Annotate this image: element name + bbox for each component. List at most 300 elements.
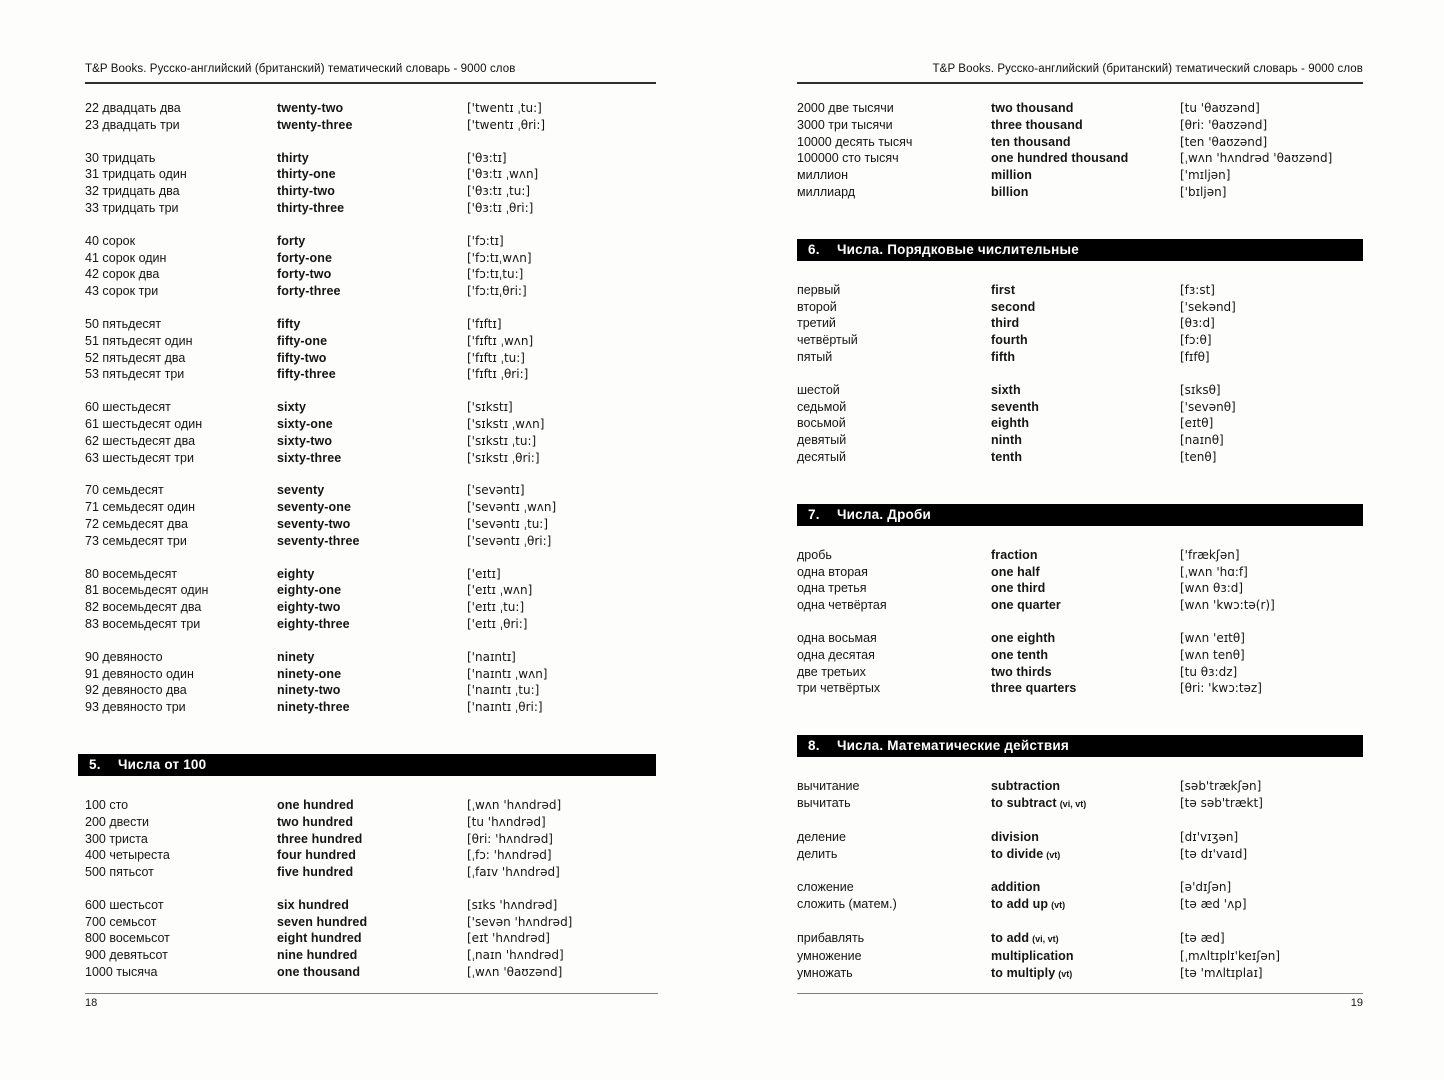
entry-row xyxy=(797,597,1363,614)
entry-russian: 32 тридцать два xyxy=(85,184,180,199)
entry-row xyxy=(797,564,1363,581)
entry-row xyxy=(85,566,656,583)
entry-transcription: [ˌwʌn 'θaʊzənd] xyxy=(467,965,563,980)
entry-row xyxy=(85,516,656,533)
entry-english: ninety xyxy=(277,649,315,664)
entry-row xyxy=(85,699,656,716)
entry-russian: первый xyxy=(797,282,841,297)
entry-group xyxy=(85,316,656,383)
entry-transcription: ['fɔ:tɪˌwʌn] xyxy=(467,250,532,265)
entry-row xyxy=(797,167,1363,184)
entry-russian: одна третья xyxy=(797,581,867,596)
entry-row xyxy=(797,349,1363,366)
entry-english: thirty-one xyxy=(277,167,336,182)
entry-russian: десятый xyxy=(797,449,846,464)
entry-english: fifty xyxy=(277,316,301,331)
entry-transcription: [tə æd 'ʌp] xyxy=(1180,897,1247,912)
entry-russian: 300 триста xyxy=(85,831,148,846)
entry-english: eighty-two xyxy=(277,600,341,615)
page-right-content xyxy=(797,84,1363,982)
entry-english: ten thousand xyxy=(991,134,1071,149)
entry-russian: 81 восемьдесят один xyxy=(85,583,209,598)
entry-russian: 93 девяносто три xyxy=(85,700,186,715)
entry-row xyxy=(85,283,656,300)
entry-row xyxy=(85,433,656,450)
entry-row xyxy=(797,432,1363,449)
entry-row xyxy=(797,965,1363,983)
entry-row xyxy=(85,682,656,699)
entry-group xyxy=(85,399,656,466)
entry-group xyxy=(85,100,656,134)
grammar-note: (vt) xyxy=(1058,968,1073,979)
entry-russian: 900 девятьсот xyxy=(85,948,168,963)
section-header xyxy=(797,504,1363,526)
entry-transcription: ['sɪkstɪ ˌtu:] xyxy=(467,433,537,448)
entry-english: forty-two xyxy=(277,267,332,282)
entry-russian: вычитание xyxy=(797,779,860,794)
entry-russian: 60 шестьдесят xyxy=(85,400,171,415)
entry-russian: третий xyxy=(797,316,836,331)
entry-english: forty xyxy=(277,233,306,248)
entry-group xyxy=(797,829,1363,864)
entry-transcription: ['eɪtɪ] xyxy=(467,566,501,581)
entry-row xyxy=(85,233,656,250)
entry-group xyxy=(797,778,1363,813)
entry-english: addition xyxy=(991,880,1041,895)
entry-russian: 23 двадцать три xyxy=(85,117,180,132)
entry-russian: делить xyxy=(797,846,838,861)
entry-english: sixty-two xyxy=(277,433,333,448)
section-number: 5. xyxy=(89,756,101,772)
entry-russian: прибавлять xyxy=(797,930,865,945)
entry-row xyxy=(797,134,1363,151)
entry-transcription: [sɪksθ] xyxy=(1180,382,1221,397)
entry-russian: две третьих xyxy=(797,664,866,679)
entry-transcription: ['sevəntɪ ˌwʌn] xyxy=(467,500,557,515)
section-header xyxy=(797,735,1363,757)
entry-transcription: ['fɪftɪ ˌwʌn] xyxy=(467,333,534,348)
entry-row xyxy=(797,948,1363,965)
entry-transcription: [ˌmʌltɪplɪ'keɪʃən] xyxy=(1180,948,1281,963)
entry-row xyxy=(797,100,1363,117)
entry-row xyxy=(797,382,1363,399)
entry-russian: 800 восемьсот xyxy=(85,931,170,946)
entry-russian: 42 сорок два xyxy=(85,267,160,282)
entry-transcription: ['sevən 'hʌndrəd] xyxy=(467,914,573,929)
section-number: 6. xyxy=(808,241,820,257)
entry-russian: 10000 десять тысяч xyxy=(797,134,913,149)
entry-transcription: ['eɪtɪ ˌwʌn] xyxy=(467,583,533,598)
entry-english: forty-three xyxy=(277,284,341,299)
entry-group xyxy=(797,630,1363,697)
entry-russian: 41 сорок один xyxy=(85,250,167,265)
entry-group xyxy=(85,233,656,300)
entry-transcription: ['sɪkstɪ] xyxy=(467,400,513,415)
entry-english: sixty xyxy=(277,400,306,415)
entry-english: seven hundred xyxy=(277,914,368,929)
entry-russian: седьмой xyxy=(797,399,847,414)
entry-english: twenty-three xyxy=(277,117,353,132)
entry-row xyxy=(85,914,656,931)
entry-english: first xyxy=(991,282,1016,297)
entry-transcription: [ˌfɔ: 'hʌndrəd] xyxy=(467,848,552,863)
entry-english: to divide (vt) xyxy=(991,846,1061,861)
entry-row xyxy=(797,664,1363,681)
entry-russian: 71 семьдесят один xyxy=(85,500,196,515)
entry-transcription: [ˌfaɪv 'hʌndrəd] xyxy=(467,865,560,880)
entry-transcription: [θri: 'kwɔ:təz] xyxy=(1180,681,1262,696)
entry-russian: умножать xyxy=(797,965,853,980)
entry-group xyxy=(797,282,1363,366)
entry-row xyxy=(797,399,1363,416)
entry-row xyxy=(797,829,1363,846)
entry-russian: 33 тридцать три xyxy=(85,200,179,215)
entry-row xyxy=(85,582,656,599)
entry-row xyxy=(797,879,1363,896)
entry-english: fifty-three xyxy=(277,367,336,382)
entry-russian: 83 восемьдесят три xyxy=(85,616,201,631)
entry-russian: пятый xyxy=(797,349,833,364)
entry-group xyxy=(797,100,1363,201)
entry-english: two thirds xyxy=(991,664,1052,679)
entry-russian: 70 семьдесят xyxy=(85,483,164,498)
entry-transcription: [fɪfθ] xyxy=(1180,349,1210,364)
entry-english: one third xyxy=(991,581,1046,596)
entry-transcription: ['sekənd] xyxy=(1180,299,1236,314)
entry-english: one hundred xyxy=(277,797,354,812)
entry-row xyxy=(85,930,656,947)
entry-russian: восьмой xyxy=(797,416,846,431)
entry-russian: сложение xyxy=(797,880,854,895)
entry-russian: 22 двадцать два xyxy=(85,101,181,115)
entry-russian: сложить (матем.) xyxy=(797,897,897,912)
grammar-note: (vt) xyxy=(1051,900,1066,911)
entry-russian: 200 двести xyxy=(85,814,150,829)
entry-russian: 82 восемьдесят два xyxy=(85,600,202,615)
entry-transcription: [sɪks 'hʌndrəd] xyxy=(467,897,558,912)
entry-transcription: ['bɪljən] xyxy=(1180,184,1227,199)
section-header xyxy=(797,239,1363,261)
page-footer-left xyxy=(85,993,658,1009)
entry-transcription: [θri: 'hʌndrəd] xyxy=(467,831,553,846)
entry-row xyxy=(85,117,656,134)
page-footer-right xyxy=(797,993,1363,1009)
section-number: 8. xyxy=(808,738,820,754)
entry-russian: шестой xyxy=(797,382,840,397)
entry-transcription: [tenθ] xyxy=(1180,449,1217,464)
entry-english: thirty-two xyxy=(277,184,335,199)
entry-row xyxy=(85,797,656,814)
entry-english: to subtract (vi, vt) xyxy=(991,795,1087,810)
entry-row xyxy=(85,499,656,516)
entry-english: fifty-two xyxy=(277,350,327,365)
entry-transcription: [fɔ:θ] xyxy=(1180,333,1212,348)
entry-english: million xyxy=(991,168,1032,183)
entry-english: two thousand xyxy=(991,101,1074,115)
entry-transcription: ['eɪtɪ ˌtu:] xyxy=(467,600,525,615)
entry-english: two hundred xyxy=(277,814,354,829)
entry-transcription: [tə æd] xyxy=(1180,930,1225,945)
entry-transcription: [tu 'hʌndrəd] xyxy=(467,814,546,829)
entry-row xyxy=(85,533,656,550)
entry-transcription: [wʌn θɜ:d] xyxy=(1180,581,1244,596)
entry-english: thirty-three xyxy=(277,200,345,215)
entry-russian: 62 шестьдесят два xyxy=(85,433,196,448)
running-head: T&P Books. Русско-английский (британский) тематический словарь - 9000 слов xyxy=(797,62,1363,84)
entry-russian: одна вторая xyxy=(797,564,868,579)
entry-transcription: ['fɪftɪ ˌtu:] xyxy=(467,350,525,365)
entry-row xyxy=(85,864,656,881)
entry-transcription: [fɜ:st] xyxy=(1180,282,1215,297)
entry-english: one thousand xyxy=(277,965,361,980)
entry-english: seventy-two xyxy=(277,516,351,531)
entry-russian: 31 тридцать один xyxy=(85,167,187,182)
entry-english: ninety-one xyxy=(277,666,342,681)
entry-transcription: [səb'trækʃən] xyxy=(1180,779,1262,794)
entry-group xyxy=(85,566,656,633)
entry-english: fourth xyxy=(991,333,1028,348)
entry-english: nine hundred xyxy=(277,948,358,963)
entry-english: seventy xyxy=(277,483,325,498)
entry-english: seventy-one xyxy=(277,500,352,515)
entry-english: second xyxy=(991,299,1036,314)
entry-row xyxy=(85,666,656,683)
entry-english: three hundred xyxy=(277,831,363,846)
entry-row xyxy=(85,166,656,183)
entry-row xyxy=(85,416,656,433)
entry-russian: 51 пятьдесят один xyxy=(85,333,193,348)
entry-transcription: ['naɪntɪ ˌtu:] xyxy=(467,683,540,698)
entry-english: eighty-one xyxy=(277,583,342,598)
entry-row xyxy=(797,184,1363,201)
entry-russian: 1000 тысяча xyxy=(85,965,158,980)
entry-english: ninth xyxy=(991,433,1023,448)
entry-russian: 53 пятьдесят три xyxy=(85,367,185,382)
entry-row xyxy=(797,150,1363,167)
entry-transcription: [θɜ:d] xyxy=(1180,316,1215,331)
entry-russian: четвёртый xyxy=(797,333,858,348)
entry-transcription: ['twentɪ ˌtu:] xyxy=(467,101,542,115)
entry-row xyxy=(797,449,1363,466)
entry-row xyxy=(85,649,656,666)
entry-english: to multiply (vt) xyxy=(991,965,1073,980)
entry-english: fifty-one xyxy=(277,333,328,348)
entry-group xyxy=(85,649,656,716)
entry-transcription: ['sevəntɪ] xyxy=(467,483,525,498)
section-title: Числа. Порядковые числительные xyxy=(837,241,1079,257)
entry-group xyxy=(85,150,656,217)
entry-transcription: [ˌwʌn 'hʌndrəd] xyxy=(467,797,562,812)
entry-row xyxy=(85,366,656,383)
entry-row xyxy=(85,450,656,467)
entry-transcription: [tə dɪ'vaɪd] xyxy=(1180,846,1248,861)
entry-group xyxy=(85,482,656,549)
entry-russian: 61 шестьдесят один xyxy=(85,416,203,431)
page-number: 19 xyxy=(1350,997,1363,1009)
entry-russian: 90 девяносто xyxy=(85,649,163,664)
entry-english: five hundred xyxy=(277,865,354,880)
entry-row xyxy=(797,795,1363,813)
entry-english: eight hundred xyxy=(277,931,362,946)
page-left xyxy=(85,62,656,997)
entry-transcription: ['naɪntɪ ˌwʌn] xyxy=(467,666,548,681)
entry-english: tenth xyxy=(991,449,1023,464)
entry-transcription: ['naɪntɪ ˌθri:] xyxy=(467,700,543,715)
entry-russian: 500 пятьсот xyxy=(85,865,154,880)
page-right xyxy=(797,62,1363,998)
entry-english: eighty-three xyxy=(277,616,350,631)
entry-russian: 91 девяносто один xyxy=(85,666,194,681)
entry-russian: деление xyxy=(797,829,846,844)
entry-row xyxy=(85,847,656,864)
section-number: 7. xyxy=(808,506,820,522)
entry-transcription: [eɪtθ] xyxy=(1180,416,1214,431)
entry-english: sixty-three xyxy=(277,450,342,465)
entry-row xyxy=(797,896,1363,914)
entry-english: thirty xyxy=(277,150,309,165)
entry-transcription: ['fɪftɪ] xyxy=(467,316,502,331)
entry-russian: 2000 две тысячи xyxy=(797,101,894,115)
entry-russian: 400 четыреста xyxy=(85,848,170,863)
entry-english: one tenth xyxy=(991,647,1049,662)
entry-row xyxy=(797,415,1363,432)
entry-row xyxy=(85,831,656,848)
entry-row xyxy=(797,630,1363,647)
entry-row xyxy=(85,266,656,283)
entry-row xyxy=(797,647,1363,664)
entry-transcription: [ə'dɪʃən] xyxy=(1180,880,1232,895)
entry-english: sixth xyxy=(991,382,1021,397)
entry-english: seventy-three xyxy=(277,533,360,548)
entry-row xyxy=(85,183,656,200)
entry-row xyxy=(85,599,656,616)
entry-transcription: [tə səb'trækt] xyxy=(1180,795,1263,810)
entry-transcription: ['fɪftɪ ˌθri:] xyxy=(467,367,529,382)
entry-russian: 700 семьсот xyxy=(85,914,157,929)
entry-row xyxy=(797,846,1363,864)
entry-english: fifth xyxy=(991,349,1016,364)
entry-group xyxy=(797,382,1363,466)
entry-group xyxy=(85,797,656,881)
entry-russian: 600 шестьсот xyxy=(85,897,164,912)
entry-english: ninety-three xyxy=(277,700,350,715)
entry-row xyxy=(797,282,1363,299)
entry-row xyxy=(85,897,656,914)
entry-row xyxy=(85,964,656,981)
entry-english: third xyxy=(991,316,1020,331)
entry-russian: вычитать xyxy=(797,795,851,810)
entry-russian: 63 шестьдесят три xyxy=(85,450,194,465)
grammar-note: (vi, vt) xyxy=(1059,798,1087,809)
entry-russian: 40 сорок xyxy=(85,233,136,248)
entry-english: seventh xyxy=(991,399,1039,414)
entry-row xyxy=(797,299,1363,316)
entry-english: ninety-two xyxy=(277,683,341,698)
entry-russian: 43 сорок три xyxy=(85,284,159,299)
entry-group xyxy=(85,897,656,981)
entry-russian: 72 семьдесят два xyxy=(85,516,188,531)
entry-transcription: ['fɔ:tɪˌθri:] xyxy=(467,284,527,299)
entry-row xyxy=(797,930,1363,948)
entry-group xyxy=(797,930,1363,982)
entry-english: billion xyxy=(991,184,1029,199)
entry-english: three quarters xyxy=(991,681,1077,696)
entry-transcription: ['sevənθ] xyxy=(1180,399,1236,414)
entry-group xyxy=(797,879,1363,914)
entry-transcription: [naɪnθ] xyxy=(1180,433,1224,448)
entry-russian: 3000 три тысячи xyxy=(797,117,893,132)
entry-transcription: [ten 'θaʊzənd] xyxy=(1180,134,1268,149)
entry-row xyxy=(797,332,1363,349)
entry-transcription: ['θɜ:tɪ ˌwʌn] xyxy=(467,167,539,182)
entry-row xyxy=(797,117,1363,134)
entry-russian: второй xyxy=(797,299,837,314)
entry-russian: три четвёртых xyxy=(797,681,881,696)
entry-russian: 100 сто xyxy=(85,797,129,812)
entry-transcription: [dɪ'vɪʒən] xyxy=(1180,829,1239,844)
running-head: T&P Books. Русско-английский (британский) тематический словарь - 9000 слов xyxy=(85,62,656,84)
entry-transcription: [θri: 'θaʊzənd] xyxy=(1180,117,1268,132)
section-title: Числа. Дроби xyxy=(837,506,932,522)
section-title: Числа от 100 xyxy=(118,756,207,772)
entry-russian: 100000 сто тысяч xyxy=(797,151,899,166)
entry-russian: 50 пятьдесят xyxy=(85,316,162,331)
entry-transcription: [tu 'θaʊzənd] xyxy=(1180,101,1260,115)
entry-transcription: ['fɔ:tɪ] xyxy=(467,233,504,248)
entry-english: fraction xyxy=(991,547,1038,562)
entry-row xyxy=(85,814,656,831)
entry-row xyxy=(797,680,1363,697)
entry-russian: одна четвёртая xyxy=(797,598,887,613)
entry-transcription: [ˌwʌn 'hɑ:f] xyxy=(1180,564,1248,579)
entry-english: eighty xyxy=(277,566,315,581)
entry-transcription: ['θɜ:tɪ] xyxy=(467,150,507,165)
entry-russian: дробь xyxy=(797,547,832,562)
entry-english: eighth xyxy=(991,416,1030,431)
entry-group xyxy=(797,547,1363,614)
entry-row xyxy=(85,482,656,499)
entry-row xyxy=(85,316,656,333)
grammar-note: (vi, vt) xyxy=(1032,933,1059,944)
entry-transcription: [wʌn 'kwɔ:tə(r)] xyxy=(1180,598,1275,613)
entry-transcription: ['frækʃən] xyxy=(1180,547,1240,562)
entry-row xyxy=(85,350,656,367)
entry-english: one half xyxy=(991,564,1040,579)
entry-transcription: ['sɪkstɪ ˌwʌn] xyxy=(467,416,545,431)
entry-russian: миллиард xyxy=(797,184,856,199)
entry-transcription: ['twentɪ ˌθri:] xyxy=(467,117,546,132)
entry-row xyxy=(85,150,656,167)
entry-transcription: [wʌn 'eɪtθ] xyxy=(1180,630,1245,645)
entry-transcription: ['θɜ:tɪ ˌθri:] xyxy=(467,200,534,215)
entry-transcription: ['sɪkstɪ ˌθri:] xyxy=(467,450,540,465)
entry-english: forty-one xyxy=(277,250,333,265)
entry-row xyxy=(797,778,1363,795)
entry-russian: девятый xyxy=(797,433,847,448)
entry-english: six hundred xyxy=(277,897,349,912)
entry-russian: 92 девяносто два xyxy=(85,683,187,698)
entry-row xyxy=(85,200,656,217)
entry-row xyxy=(85,250,656,267)
entry-russian: 52 пятьдесят два xyxy=(85,350,186,365)
entry-transcription: [tu θɜ:dz] xyxy=(1180,664,1238,679)
entry-transcription: ['fɔ:tɪˌtu:] xyxy=(467,267,524,282)
entry-russian: миллион xyxy=(797,168,849,183)
entry-english: to add up (vt) xyxy=(991,897,1066,912)
section-title: Числа. Математические действия xyxy=(837,738,1069,754)
entry-row xyxy=(85,947,656,964)
entry-english: division xyxy=(991,829,1040,844)
